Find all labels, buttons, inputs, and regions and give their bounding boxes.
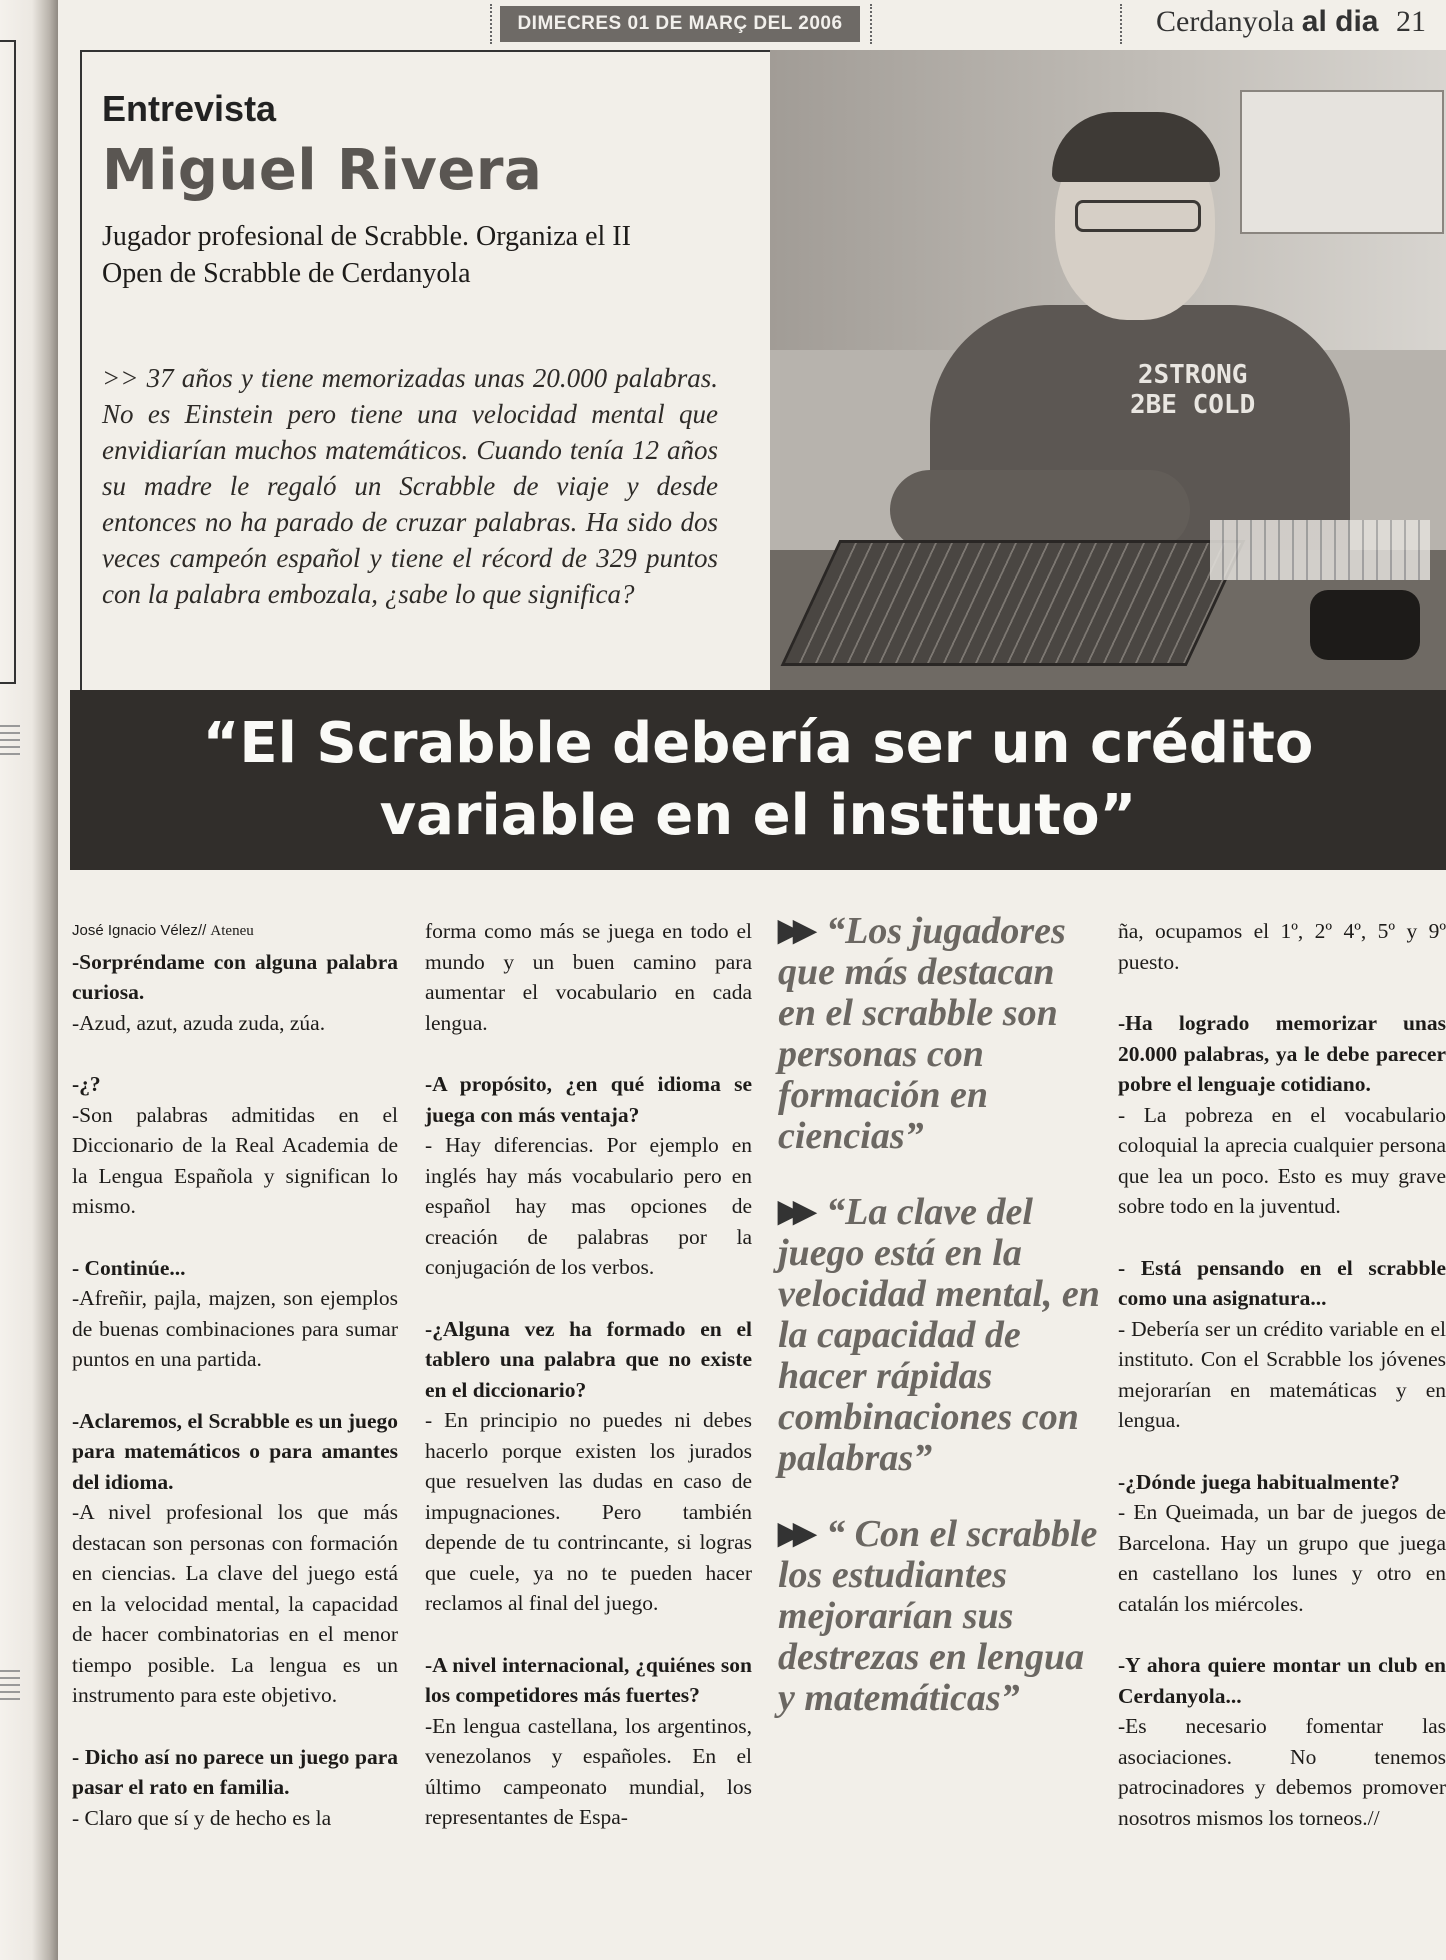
question: - Continúe... [72,1255,186,1280]
photo-scrabble-board [781,540,1246,666]
publication-bold: al dia [1301,5,1379,38]
answer: - Claro que sí y de hecho es la [72,1805,332,1830]
answer: - En Queimada, un bar de juegos de Barcelona. Hay un grupo que juega en castellano los lunes y otro en catalán los miércoles. [1118,1500,1446,1616]
interviewee-photo [770,50,1446,690]
intro-rule [80,50,82,690]
qa-block [425,916,752,1038]
pull-quotes [778,910,1100,1753]
answer: -A nivel profesional los que más destacan son personas con formación en ciencias. La clave del juego está en la velocidad mental, la capacidad de hacer combinatorias en el menor tiempo posible. La lengua es un instrumento para este objetivo. [72,1500,398,1707]
answer: forma como más se juega en todo el mundo y un buen camino para aumentar el vocabulario en cada lengua. [425,919,752,1035]
headline-line-2: variable en el instituto” [379,783,1137,848]
pull-quote [778,910,1100,1157]
shirt-line-2: 2BE COLD [1130,390,1256,420]
pull-quote [778,1513,1100,1719]
qa-block [72,1069,398,1222]
photo-whiteboard [1240,90,1444,234]
answer: - La pobreza en el vocabulario coloquial la aprecia cualquier persona que lea un poco. Esto es muy grave sobre todo en la juventud. [1118,1102,1446,1218]
publication-name [1156,5,1426,39]
byline-source: Ateneu [210,923,254,939]
answer: -En lengua castellana, los argentinos, venezolanos y españoles. En el último campeonato mundial, los representantes de Espa- [425,1713,752,1829]
question: -¿? [72,1072,101,1096]
question: - Dicho así no parece un juego para pasar el rato en familia. [72,1744,398,1799]
byline [72,916,398,947]
answer: - En principio no puedes ni debes hacerlo porque existen los jurados que resuelven las dudas en caso de impugnaciones. Pero también depende de tu contrincante, si logras que cuele, ya no te pueden hacer reclamos al final del juego. [425,1408,752,1615]
pull-quote [778,1191,1100,1479]
qa-block [72,1253,398,1375]
answer: -Son palabras admitidas en el Diccionario de la Real Academia de la Lengua Española y significan lo mismo. [72,1102,398,1218]
issue-date: DIMECRES 01 DE MARÇ DEL 2006 [500,6,860,42]
qa-block [425,1650,752,1833]
photo-glasses [1075,200,1201,232]
answer: -Afreñir, pajla, majzen, son ejemplos de buenas combinaciones para sumar puntos en una partida. [72,1286,398,1371]
photo-game-clock [1310,590,1420,660]
headline-line-1: “El Scrabble debería ser un crédito [202,711,1314,776]
answer: ña, ocupamos el 1º, 2º 4º, 5º y 9º puesto. [1118,919,1446,974]
photo-shirt-print [1130,360,1255,420]
lead-paragraph: >> 37 años y tiene memorizadas unas 20.000 palabras. No es Einstein pero tiene una velocidad mental que envidiarían muchos matemáticos. Cuando tenía 12 años su madre le regaló un Scrabble de viaje y desde entonces no ha parado de cruzar palabras. Ha sido dos veces campeón español y tiene el récord de 329 puntos con la palabra embozala, ¿sabe lo que significa? [102,363,718,609]
qa-block [425,1314,752,1619]
photo-arm [890,470,1190,550]
byline-author: José Ignacio Vélez// [72,922,207,939]
publication-prefix: Cerdanyola [1156,5,1295,38]
answer: -Azud, azut, azuda zuda, zúa. [72,1010,326,1035]
qa-block [72,947,398,1039]
header-divider [870,4,872,44]
pull-quote-text: “ Con el scrabble los estudiantes mejorarían sus destrezas en lengua y matemáticas” [778,1513,1098,1719]
previous-page-rule [0,725,20,755]
question: - Está pensando en el scrabble como una asignatura... [1118,1255,1446,1310]
qa-block [425,1069,752,1283]
header-divider [1120,4,1122,44]
column-1 [72,916,398,1864]
question: -Y ahora quiere montar un club en Cerdanyola... [1118,1653,1446,1708]
qa-block [72,1406,398,1711]
double-arrow-icon: ▶▶ [778,1195,809,1228]
column-2 [425,916,752,1864]
pull-quote-text: “Los jugadores que más destacan en el scrabble son personas con formación en ciencias” [778,910,1066,1157]
interviewee-subtitle: Jugador profesional de Scrabble. Organiza el II Open de Scrabble de Cerdanyola [102,221,631,289]
qa-block [1118,916,1446,977]
header-divider [490,4,492,44]
question: -A nivel internacional, ¿quiénes son los competidores más fuertes? [425,1652,752,1707]
interviewee-name: Miguel Rivera [102,138,543,203]
question: -¿Dónde juega habitualmente? [1118,1469,1400,1494]
headline [70,708,1446,852]
previous-page-box [0,40,16,684]
page-number: 21 [1396,5,1426,38]
question: -A propósito, ¿en qué idioma se juega con más ventaja? [425,1072,752,1127]
question: -Ha logrado memorizar unas 20.000 palabras, ya le debe parecer pobre el lenguaje cotidiano. [1118,1011,1446,1096]
qa-block [1118,1253,1446,1436]
answer: - Debería ser un crédito variable en el instituto. Con el Scrabble los jóvenes mejorarían en matemáticas y en lengua. [1118,1316,1446,1432]
qa-block [72,1742,398,1834]
double-arrow-icon: ▶▶ [778,1517,809,1550]
section-label: Entrevista [102,88,277,129]
question: -Sorpréndame con alguna palabra curiosa. [72,949,398,1004]
column-4 [1118,916,1446,1864]
question: -¿Alguna vez ha formado en el tablero una palabra que no existe en el diccionario? [425,1316,752,1402]
qa-block [1118,1008,1446,1222]
previous-page-rule [0,1670,20,1700]
qa-block [1118,1650,1446,1833]
shirt-line-1: 2STRONG [1137,360,1248,390]
question: -Aclaremos, el Scrabble es un juego para matemáticos o para amantes del idioma. [72,1408,398,1494]
double-arrow-icon: ▶▶ [778,914,809,947]
previous-page-gutter [0,0,58,1960]
answer: -Es necesario fomentar las asociaciones. No tenemos patrocinadores y debemos promover nosotros mismos los torneos.// [1118,1714,1446,1830]
page-header [80,0,1446,52]
photo-tiles [1210,520,1430,580]
qa-block [1118,1467,1446,1620]
answer: - Hay diferencias. Por ejemplo en inglés hay más vocabulario pero en español hay mas opciones de creación de palabras por la conjugación de los verbos. [425,1133,752,1279]
pull-quote-text: “La clave del juego está en la velocidad mental, en la capacidad de hacer rápidas combinaciones con palabras” [778,1191,1100,1479]
